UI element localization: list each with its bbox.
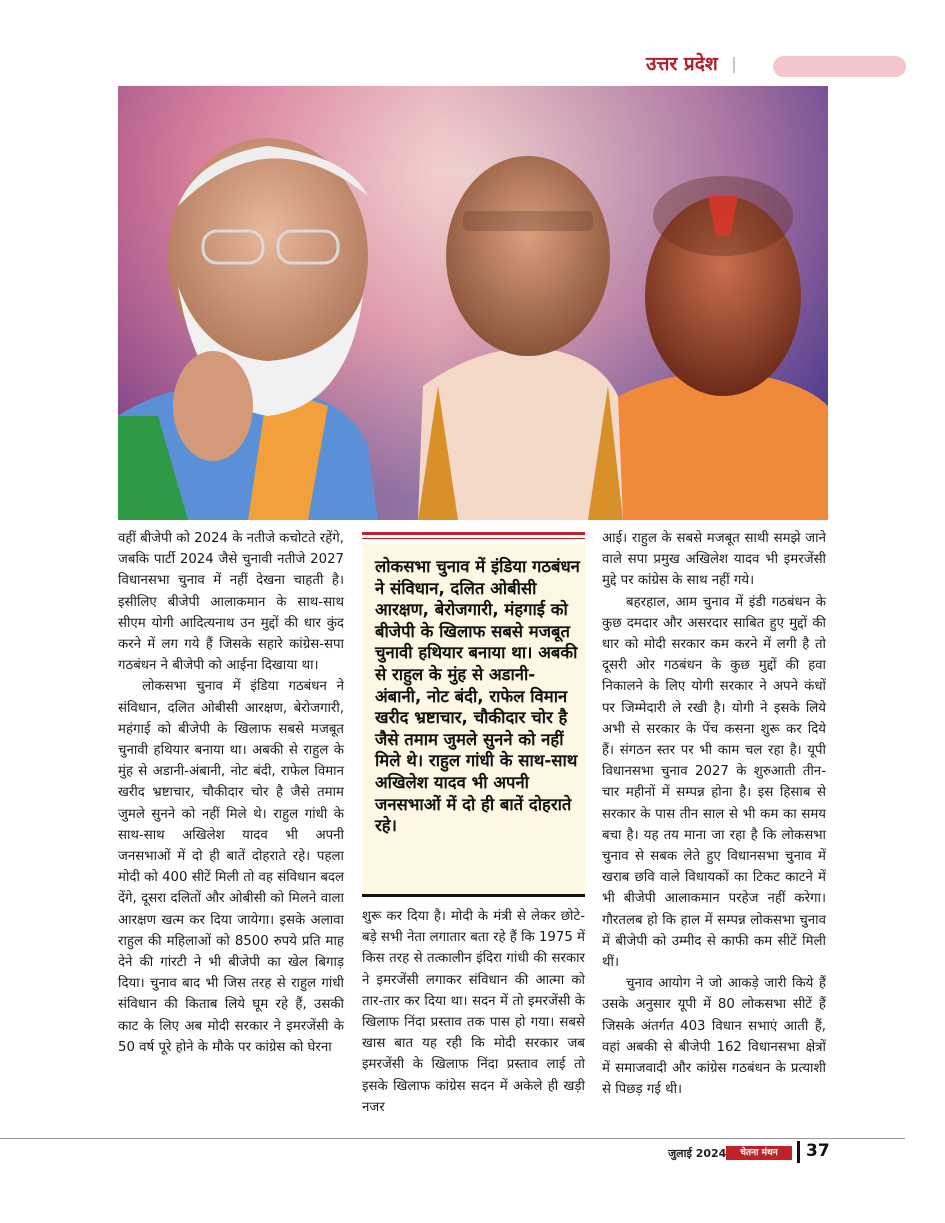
magazine-logo: चेतना मंथन — [726, 1146, 792, 1160]
footer-rule — [0, 1138, 905, 1139]
section-title: उत्तर प्रदेश — [646, 53, 718, 75]
paragraph: शुरू कर दिया है। मोदी के मंत्री से लेकर छोटे-बड़े सभी नेता लगातार बता रहे हैं कि 1975 में किस तरह से तत्कालीन इंदिरा गांधी की सरकार ने इमरजेंसी लगाकर संविधान की आत्मा को तार-तार कर दिया था। सदन में तो इमरजेंसी के खिलाफ निंदा प्रस्ताव तक पास हो गया। सबसे खास बात यह रही कि मोदी सरकार जब इमरजेंसी के खिलाफ निंदा प्रस्ताव लाई तो इसके खिलाफ कांग्रेस सदन में अकेले ही खड़ी नजर — [362, 909, 585, 1115]
page-number: 37 — [806, 1141, 830, 1161]
footer-issue-month: जुलाई 2024 — [668, 1147, 727, 1160]
header-divider — [733, 57, 735, 73]
footer-divider — [797, 1141, 800, 1163]
pull-quote-text: लोकसभा चुनाव में इंडिया गठबंधन ने संविधान, दलित ओबीसी आरक्षण, बेरोजगारी, मंहगाई को बीजेपी के खिलाफ सबसे मजबूत चुनावी हथियार बनाया था। अबकी से राहुल के मुंह से अडानी-अंबानी, नोट बंदी, राफेल विमान खरीद भ्रष्टाचार, चौकीदार चोर है जैसे तमाम जुमले सुनने को नहीं मिले थे। राहुल गांधी के साथ-साथ अखिलेश यादव भी अपनी जनसभाओं में दो ही बातें दोहराते रहे। — [375, 557, 580, 836]
paragraph: वहीं बीजेपी को 2024 के नतीजे कचोटते रहेंगे, जबकि पार्टी 2024 जैसे चुनावी नतीजे 2027 विधानसभा चुनाव में नहीं देखना चाहती है। इसीलिए बीजेपी आलाकमान के साथ-साथ सीएम योगी आदित्यनाथ उन मुद्दों की धार कुंद करने में लग गये हैं जिसके सहारे कांग्रेस-सपा गठबंधन ने बीजेपी को आईना दिखाया था। — [118, 531, 344, 674]
pull-quote-rule-top-thin — [362, 538, 585, 539]
paragraph: आई। राहुल के सबसे मजबूत साथी समझे जाने वाले सपा प्रमुख अखिलेश यादव भी इमरजेंसी मुद्दे पर कांग्रेस के साथ नहीं गये। — [602, 531, 826, 589]
paragraph: चुनाव आयोग ने जो आकड़े जारी किये हैं उसके अनुसार यूपी में 80 लोकसभा सीटें हैं जिसके अंतर्गत 403 विधान सभाएं आती हैं, वहां अबकी से बीजेपी 162 विधानसभा क्षेत्रों में समाजवादी और कांग्रेस गठबंधन के प्रत्याशी से पिछड़ गई थी। — [602, 976, 826, 1098]
pull-quote-rule-bottom — [362, 894, 585, 897]
article-column-left — [118, 528, 344, 1058]
article-column-middle — [362, 906, 585, 1118]
paragraph: बहरहाल, आम चुनाव में इंडी गठबंधन के कुछ दमदार और असरदार साबित हुए मुद्दों की धार को मोदी सरकार कम करने में लगी है तो दूसरी ओर गठबंधन के कुछ मुद्दों की हवा निकालने के लिए योगी सरकार ने अपने कंधों पर जिम्मेदारी ले रखी है। योगी ने इसके लिये अभी से सरकार के पेंच कसना शुरू कर दिये हैं। संगठन स्तर पर भी काम चल रहा है। यूपी विधानसभा चुनाव 2027 के शुरुआती तीन-चार महीनों में सम्पन्न होना है। इस हिसाब से सरकार के पास तीन साल से भी कम का समय बचा है। यह तय माना जा रहा है कि लोकसभा चुनाव से सबक लेते हुए विधानसभा चुनाव में खराब छवि वाले विधायकों का टिकट काटने में भी बीजेपी आलाकमान परहेज नहीं करेगा। गौरतलब हो कि हाल में सम्पन्न लोकसभा चुनाव में बीजेपी को उम्मीद से काफी कम सीटें मिली थीं। — [602, 594, 826, 971]
pull-quote-rule-top — [362, 532, 585, 535]
header-decorative-pill — [773, 56, 906, 77]
article-column-right — [602, 528, 826, 1100]
article-photo — [118, 86, 828, 520]
paragraph: लोकसभा चुनाव में इंडिया गठबंधन ने संविधान, दलित ओबीसी आरक्षण, बेरोजगारी, महंगाई को बीजेपी के खिलाफ सबसे मजबूत चुनावी हथियार बनाया था। अबकी से राहुल के मुंह से अडानी-अंबानी, नोट बंदी, राफेल विमान खरीद भ्रष्टाचार, चौकीदार चोर है जैसे तमाम जुमले सुनने को नहीं मिले थे। राहुल गांधी के साथ-साथ अखिलेश यादव भी अपनी जनसभाओं में दो ही बातें दोहराते रहे। पहला मोदी को 400 सीटें मिली तो वह संविधान बदल देंगे, दूसरा दलितों और ओबीसी को मिलने वाला आरक्षण खत्म कर दिया जायेगा। इसके अलावा राहुल की महिलाओं को 8500 रुपये प्रति माह देने की गांरटी ने भी बीजेपी का खेल बिगाड़ दिया। चुनाव बाद भी जिस तरह से राहुल गांधी संविधान की किताब लिये घूम रहे हैं, उसकी काट के लिए अब मोदी सरकार ने इमरजेंसी के 50 वर्ष पूरे होने के मौके पर कांग्रेस को घेरना — [118, 679, 344, 1055]
portrait-photo-icon — [118, 86, 828, 520]
